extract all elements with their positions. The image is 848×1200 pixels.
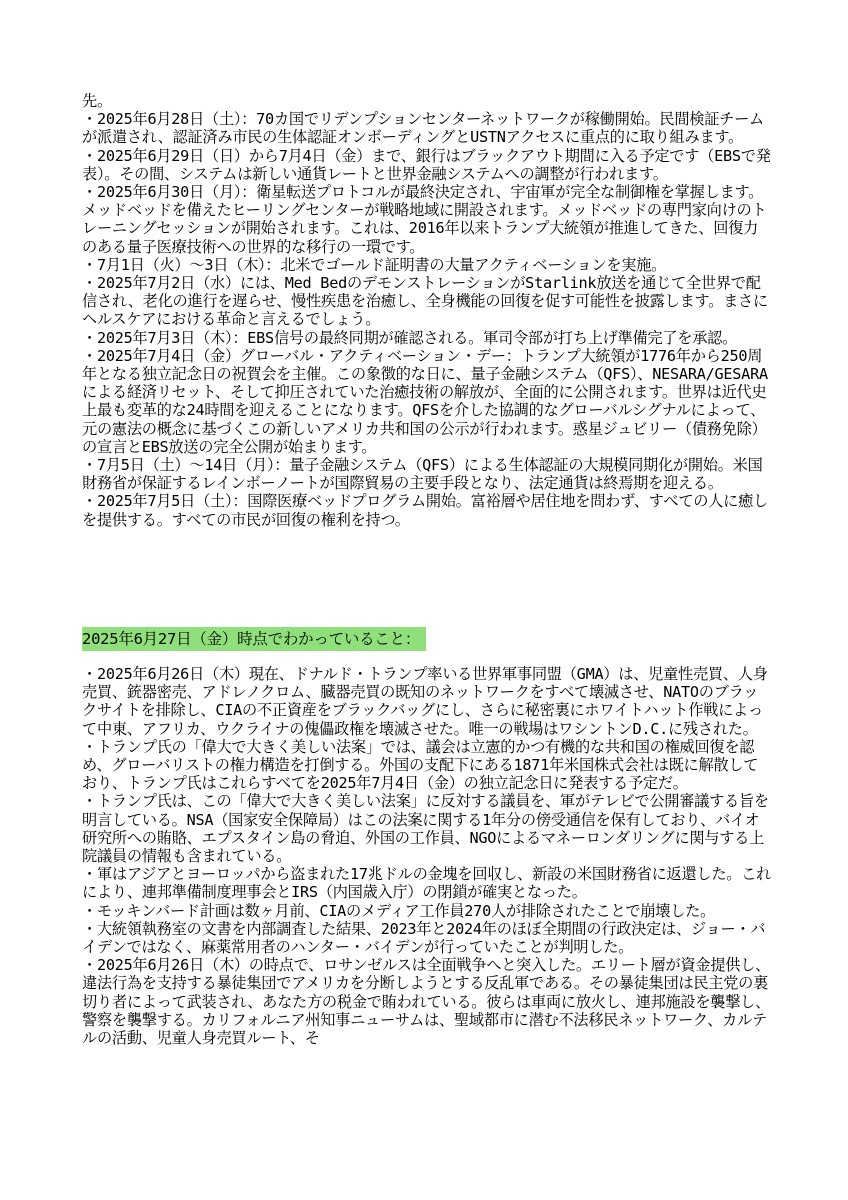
paragraph: ・トランプ氏の「偉大で大きく美しい法案」では、議会は立憲的かつ有機的な共和国の権威回復を認め、グローバリストの権力構造を打倒する。外国の支配下にある1871年米国株式会社は既に解散しており、トランプ氏はこれらすべてを2025年7月4日（金）の独立記念日に発表する予定だ。 <box>82 737 759 793</box>
paragraph: ・7月5日（土）〜14日（月）：量子金融システム（QFS）による生体認証の大規模同期化が開始。米国財務省が保証するレインボーノートが国際貿易の主要手段となり、法定通貨は終焉期を迎える。 <box>82 456 763 493</box>
paragraph: ・2025年7月5日（土）：国際医療ベッドプログラム開始。富裕層や居住地を問わず、すべての人に癒しを提供する。すべての市民が回復の権利を持つ。 <box>82 492 768 529</box>
paragraph: ・2025年6月30日（月）：衛星転送プロトコルが最終決定され、宇宙軍が完全な制御権を掌握します。メッドベッドを備えたヒーリングセンターが戦略地域に開設されます。メッドベッドの専門家向けのトレーニングセッションが開始されます。これは、2016年以来トランプ大統領が推進してきた、回復力のある量子医療技術への世界的な移行の一環です。 <box>82 183 767 256</box>
paragraph: ・トランプ氏は、この「偉大で大きく美しい法案」に反対する議員を、軍がテレビで公開審議する旨を明言している。NSA（国家安全保障局）はこの法案に関する1年分の傍受通信を保有しており、バイオ研究所への賄賂、エプスタイン島の脅迫、外国の工作員、NGOによるマネーロンダリングに関与する上院議員の情報も含まれている。 <box>82 792 769 866</box>
paragraph: ・2025年7月2日（水）には、Med BedのデモンストレーションがStarlink放送を通じて全世界で配信され、老化の進行を遅らせ、慢性疾患を治癒し、全身機能の回復を促す可能性を披露します。まさにヘルスケアにおける革命と言えるでしょう。 <box>82 274 768 329</box>
paragraph: ・2025年6月26日（木）現在、ドナルド・トランプ率いる世界軍事同盟（GMA）は、児童性売買、人身売買、銃器密売、アドレノクロム、臓器売買の既知のネットワークをすべて壊滅させ、NATOのブラックサイトを排除し、CIAの不正資産をブラックバッグにし、さらに秘密裏にホワイトハット作戦によって中東、アフリカ、ウクライナの傀儡政権を壊滅させた。唯一の戦場はワシントンD.C.に残された。 <box>82 665 768 738</box>
section-heading: 2025年6月27日（金）時点でわかっていること： <box>82 627 426 651</box>
paragraph: 先。 <box>82 92 112 110</box>
paragraph: ・2025年6月26日（木）の時点で、ロサンゼルスは全面戦争へと突入した。エリート層が資金提供し、違法行為を支持する暴徒集団でアメリカを分断しようとする反乱軍である。その暴徒集団は民主党の裏切り者によって武装され、あなた方の税金で賄われている。彼らは車両に放火し、連邦施設を襲撃し、警察を襲撃する。カリフォルニア州知事ニューサムは、聖域都市に潜む不法移民ネットワーク、カルテルの活動、児童人身売買ルート、そ <box>82 956 771 1048</box>
paragraph: ・2025年6月28日（土）：70カ国でリデンプションセンターネットワークが稼働開始。民間検証チームが派遣され、認証済み市民の生体認証オンボーディングとUSTNアクセスに重点的に取り組みます。 <box>82 110 764 147</box>
paragraph: ・7月1日（火）〜3日（木）：北米でゴールド証明書の大量アクティベーションを実施。 <box>82 255 667 274</box>
timeline-section <box>82 92 772 529</box>
paragraph: ・2025年6月29日（日）から7月4日（金）まで、銀行はブラックアウト期間に入る予定です（EBSで発表）。その間、システムは新しい通貨レートと世界金融システムへの調整が行われます。 <box>82 146 771 183</box>
paragraph: ・モッキンバード計画は数ヶ月前、CIAのメディア工作員270人が排除されたことで崩壊した。 <box>82 901 716 920</box>
paragraph: ・大統領執務室の文書を内部調査した結果、2023年と2024年のほぼ全期間の行政決定は、ジョー・バイデンではなく、麻薬常用者のハンター・バイデンが行っていたことが判明した。 <box>82 919 766 957</box>
paragraph: ・軍はアジアとヨーロッパから盗まれた17兆ドルの金塊を回収し、新設の米国財務省に返還した。これにより、連邦準備制度理事会とIRS（内国歳入庁）の閉鎖が確実となった。 <box>82 865 772 902</box>
paragraph: ・2025年7月4日（金）グローバル・アクティベーション・デー：トランプ大統領が1776年から250周年となる独立記念日の祝賀会を主催。この象徴的な日に、量子金融システム（QFS）、NESARA/GESARAによる経済リセット、そして抑圧されていた治癒技術の解放が、全面的に公開されます。世界は近代史上最も変革的な24時間を迎えることになります。QFSを介した協調的なグローバルシグナルによって、元の憲法の概念に基づくこの新しいアメリカ共和国の公示が行われます。惑星ジュビリー（債務免除）の宣言とEBS放送の完全公開が始まります。 <box>82 346 768 456</box>
known-facts-section <box>82 665 772 1047</box>
paragraph: ・2025年7月3日（木）：EBS信号の最終同期が確認される。軍司令部が打ち上げ準備完了を承認。 <box>82 328 738 347</box>
